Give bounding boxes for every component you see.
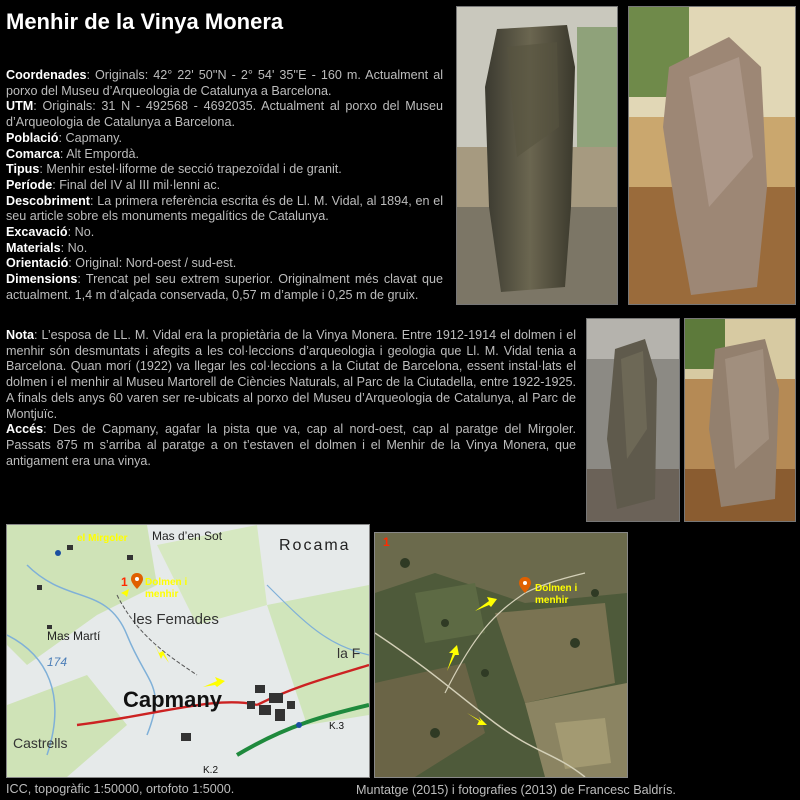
field-label: Accés — [6, 422, 44, 437]
field-label: Coordenades — [6, 68, 87, 82]
field-poblacio — [6, 131, 443, 147]
field-value: : Capmany. — [58, 130, 122, 145]
field-label: Materials — [6, 240, 61, 255]
menhir-photo-angle — [586, 318, 680, 522]
field-value: : La primera referència escrita és de Ll. M. Vidal, al 1894, en el seu article sobre els monuments megalítics de Catalunya. — [6, 193, 443, 224]
page-title: Menhir de la Vinya Monera — [6, 9, 284, 34]
map-label-dolmen: Dolmen i — [145, 577, 188, 588]
ortho-map[interactable] — [374, 532, 628, 778]
info-fields — [6, 68, 443, 304]
map-label-capmany: Capmany — [123, 687, 223, 712]
field-label: Dimensions — [6, 272, 78, 287]
map-label-femades: les Femades — [133, 611, 219, 628]
caption-right: Muntatge (2015) i fotografies (2013) de Francesc Baldrís. — [356, 783, 676, 797]
field-label: Orientació — [6, 256, 69, 271]
field-value: : Final del IV al III mil·lenni ac. — [52, 177, 221, 192]
map-label-mirgoler: el Mirgoler — [77, 533, 128, 544]
map-label-mas-sot: Mas d’en Sot — [152, 529, 223, 543]
caption-left: ICC, topogràfic 1:50000, ortofoto 1:5000. — [6, 782, 235, 796]
field-periode — [6, 178, 443, 194]
field-value: : Alt Empordà. — [59, 146, 140, 161]
field-value: : L’esposa de LL. M. Vidal era la propietària de la Vinya Monera. Entre 1912-1914 el dolmen i el menhir són desmuntats i afegits a les col·leccions d’arqueologia i geologia que Ll. M. Vidal tenia a Barcelona. Quan morí (1922) va llegar les col·leccions a la Ciutat de Barcelona, essent instal·lats el dolmen i el menhir al Museu Martorell de Ciències Naturals, al Parc de la Ciutadella, entre 1922-1925. A finals dels anys 60 varen ser re-ubicats al porxo del Museu d’Arqueologia de Catalunya, al Parc de Montjuïc. — [6, 328, 576, 421]
ortho-label-menhir: menhir — [535, 595, 569, 606]
ortho-label-dolmen: Dolmen i — [535, 583, 578, 594]
map-label-elevation: 174 — [47, 655, 68, 669]
field-value: : No. — [67, 225, 95, 240]
field-coordenades — [6, 68, 443, 99]
info-fields-wide — [6, 328, 576, 469]
field-value: : Des de Capmany, agafar la pista que va, cap al nord-oest, cap al paratge del Mirgoler. Passats 875 m s’arriba al paratge a on t’estaven el dolmen i el Menhir de la Vinya Monera, que antigament era una vinya. — [6, 422, 576, 468]
field-utm — [6, 99, 443, 130]
field-descobriment — [6, 194, 443, 225]
menhir-photo-side — [628, 6, 796, 305]
field-dimensions — [6, 272, 443, 303]
field-label: Tipus — [6, 162, 40, 177]
map-label-castrells: Castrells — [13, 735, 68, 751]
topographic-map[interactable] — [6, 524, 370, 778]
map-label-mas-marti: Mas Martí — [47, 629, 101, 643]
field-value: : Menhir estel·liforme de secció trapezoïdal i de granit. — [39, 162, 342, 177]
map-label-k3: K.3 — [329, 721, 345, 732]
field-value: : Trencat pel seu extrem superior. Originalment més clavat que actualment. 1,4 m d’alçada conservada, 0,57 m d’ample i 0,25 m de gruix. — [6, 272, 443, 302]
field-value: : No. — [60, 240, 88, 255]
field-materials — [6, 241, 443, 257]
map-label-rocama: Rocama — [279, 537, 351, 554]
field-nota — [6, 328, 576, 422]
map-label-k2: K.2 — [203, 765, 219, 776]
field-label: Període — [6, 177, 53, 192]
field-excavacio — [6, 225, 443, 241]
field-tipus — [6, 162, 443, 178]
field-label: UTM — [6, 99, 34, 114]
field-value: : Original: Nord-oest / sud-est. — [68, 256, 237, 271]
field-label: Comarca — [6, 146, 60, 161]
field-label: Població — [6, 130, 59, 145]
field-value: : Originals: 42° 22' 50''N - 2° 54' 35''E - 160 m. Actualment al porxo del Museu d’Arqueologia de Catalunya a Barcelona. — [6, 68, 443, 98]
map-label-la: la F — [337, 645, 361, 661]
field-label: Excavació — [6, 225, 68, 240]
field-acces — [6, 422, 576, 469]
map-marker-number: 1 — [121, 575, 128, 589]
field-label: Descobriment — [6, 193, 90, 208]
field-comarca — [6, 147, 443, 163]
ortho-marker-number: 1 — [383, 535, 390, 549]
map-label-menhir: menhir — [145, 589, 179, 600]
menhir-photo-rear — [684, 318, 796, 522]
field-value: : Originals: 31 N - 492568 - 4692035. Actualment al porxo del Museu d’Arqueologia de Catalunya a Barcelona. — [6, 99, 443, 130]
menhir-photo-front — [456, 6, 618, 305]
field-orientacio — [6, 256, 443, 272]
field-label: Nota — [6, 328, 34, 342]
